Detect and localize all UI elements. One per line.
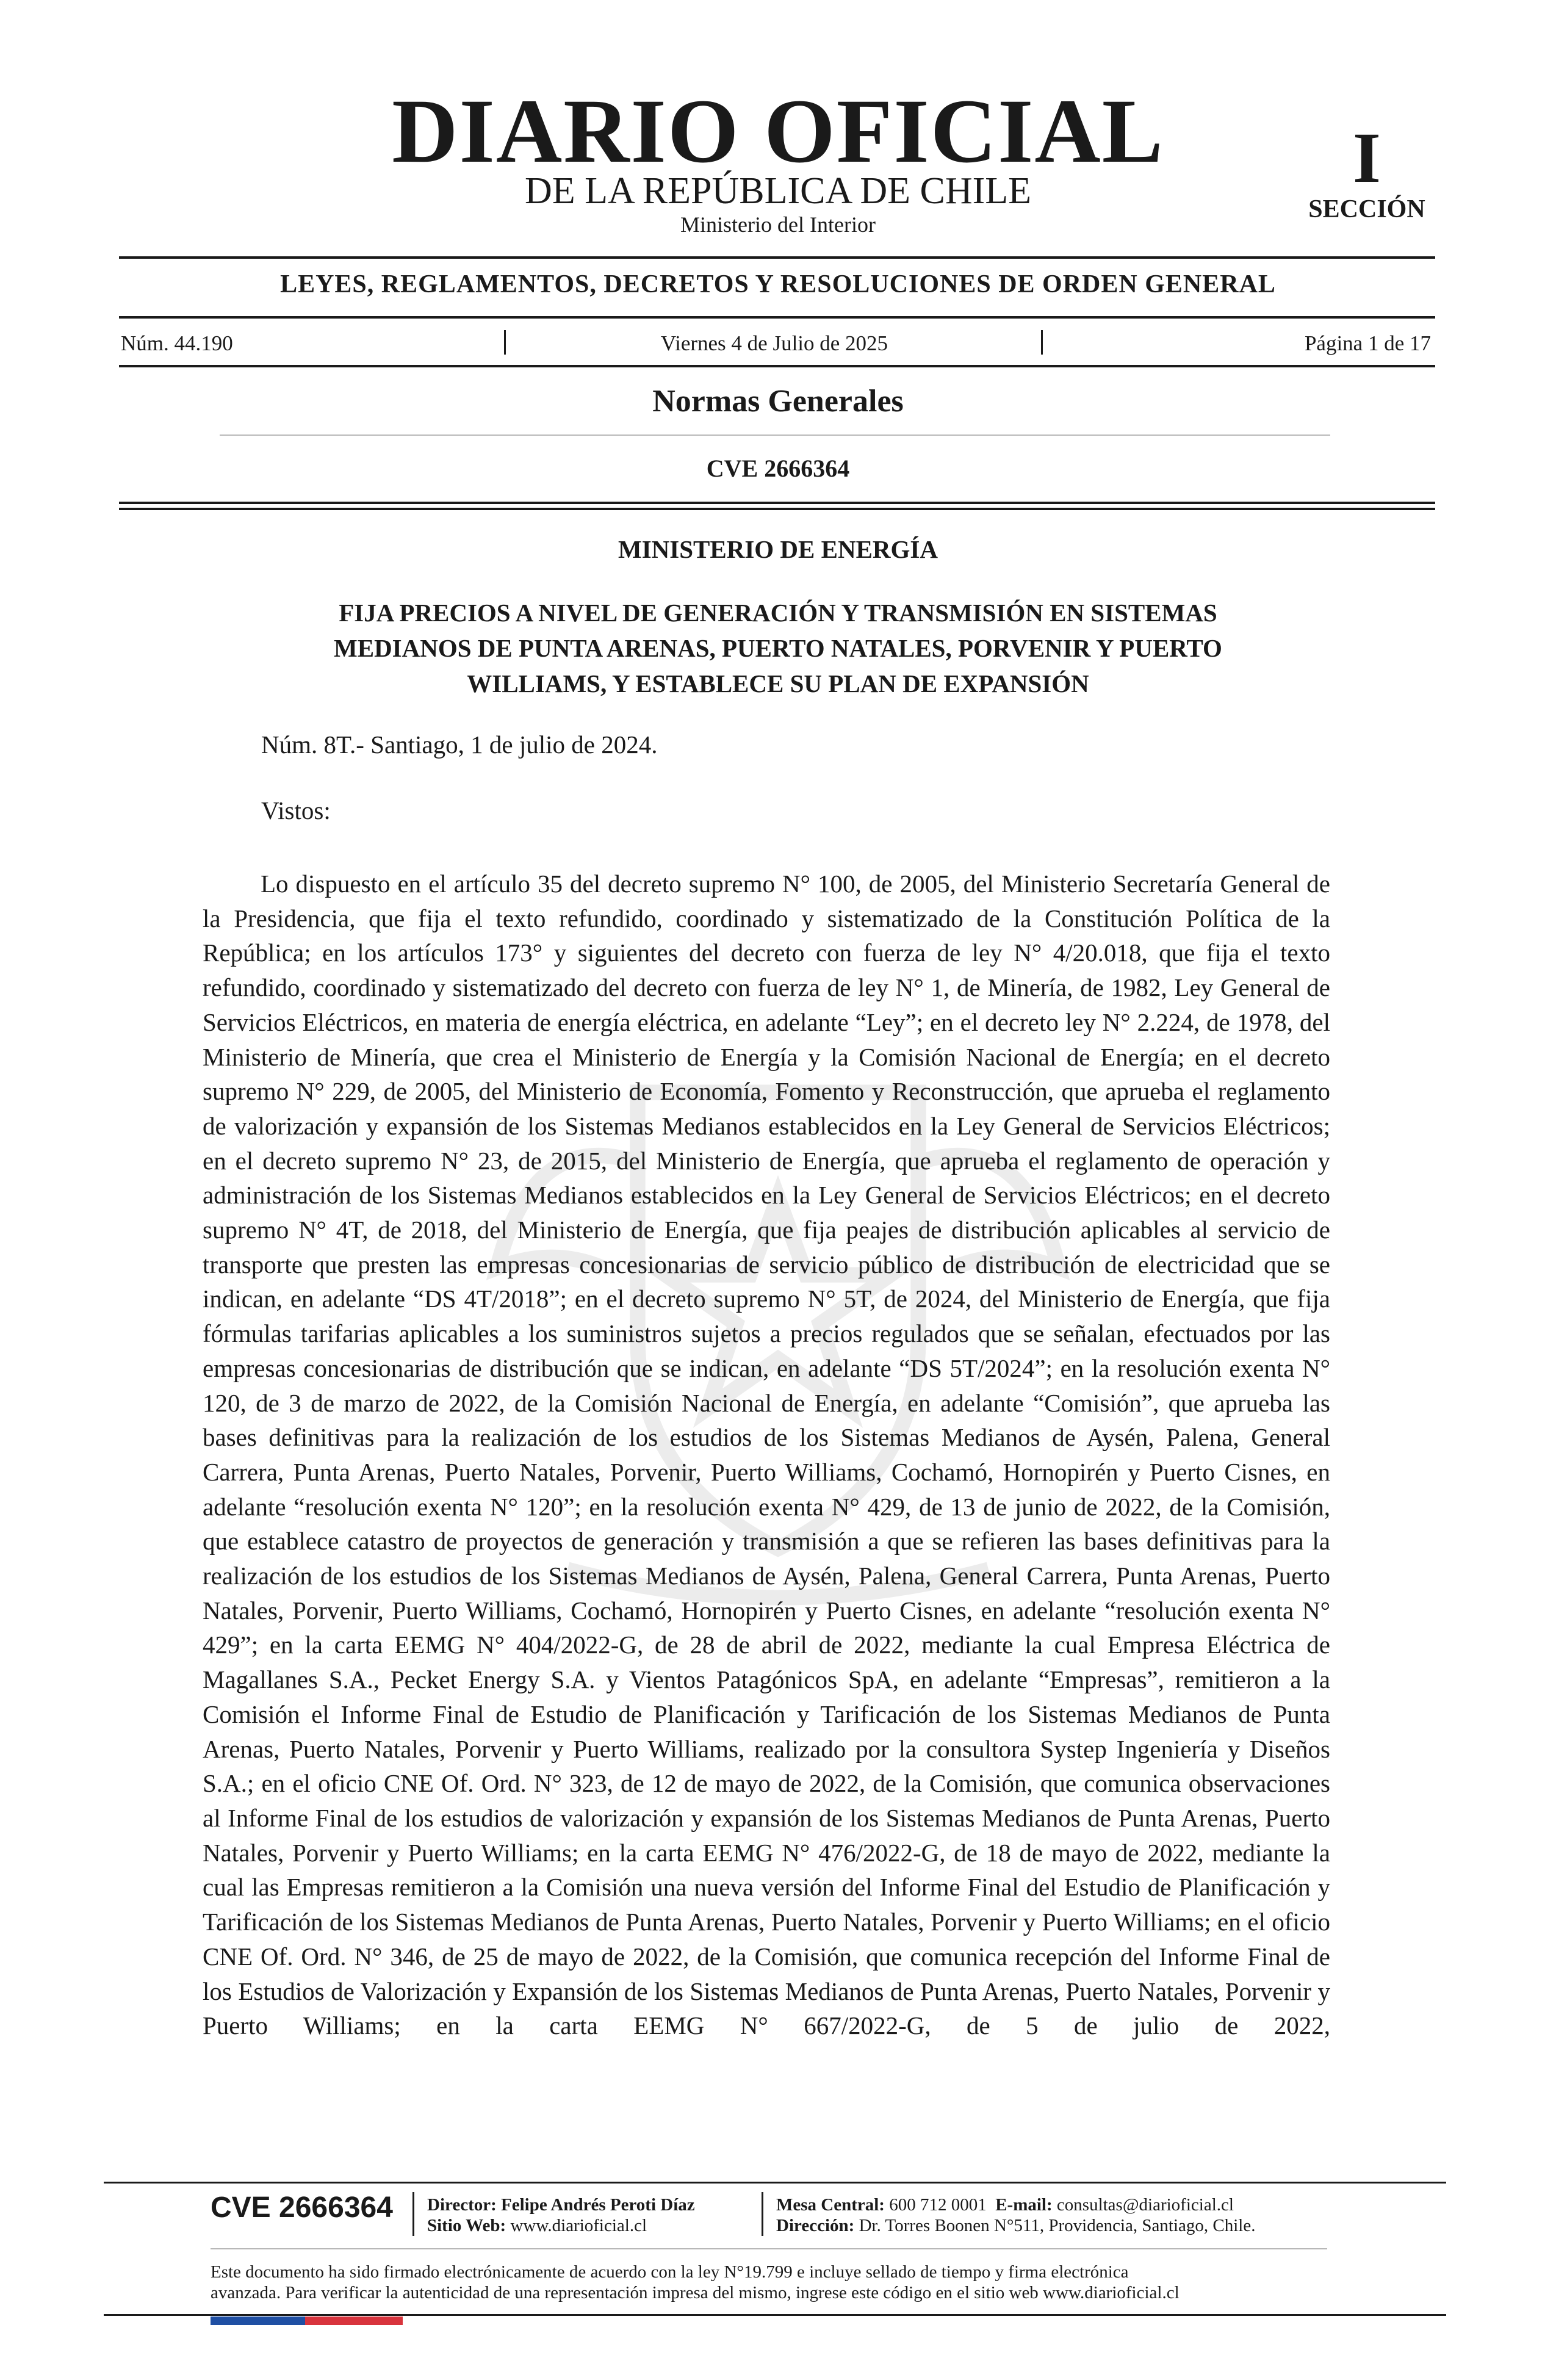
vistos-heading: Vistos: <box>261 796 331 824</box>
info-separator-right <box>1041 330 1043 355</box>
double-rule-top <box>119 502 1435 504</box>
footer-inner-rule <box>211 2248 1327 2249</box>
cve-header: CVE 2666364 <box>706 455 850 482</box>
website-label: Sitio Web: <box>427 2216 506 2235</box>
document-ministry: MINISTERIO DE ENERGÍA <box>618 535 938 563</box>
document-body: Lo dispuesto en el artículo 35 del decreto supremo N° 100, de 2005, del Ministerio Secretaría General de la Presidencia, que fija el texto refundido, coordinado y sistematizado de la Constitución Política de la República; en los artículos 173° y siguientes del decreto con fuerza de ley N° 4/20.018, que fija el texto refundido, coordinado y sistematizado del decreto con fuerza de ley N° 1, de Minería, de 1982, Ley General de Servicios Eléctricos, en materia de energía eléctrica, en adelante “Ley”; en el decreto ley N° 2.224, de 1978, del Ministerio de Minería, que crea el Ministerio de Energía y la Comisión Nacional de Energía; en el decreto supremo N° 229, de 2005, del Ministerio de Economía, Fomento y Reconstrucción, que aprueba el reglamento de valorización y expansión de los Sistemas Medianos establecidos en la Ley General de Servicios Eléctricos; en el decreto supremo N° 23, de 2015, del Ministerio de Energía, que aprueba el reglamento de operación y administración de los Sistemas Medianos establecidos en la Ley General de Servicios Eléctricos; en el decreto supremo N° 4T, de 2018, del Ministerio de Energía, que fija peajes de distribución aplicables al servicio de transporte que presten las empresas concesionarias de servicio público de distribución de electricidad que se indican, en adelante “DS 4T/2018”; en el decreto supremo N° 5T, de 2024, del Ministerio de Energía, que fija fórmulas tarifarias aplicables a los suministros sujetos a precios regulados que se señalan, efectuados por las empresas concesionarias de distribución que se indican, en adelante “DS 5T/2024”; en la resolución exenta N° 120, de 3 de marzo de 2022, de la Comisión Nacional de Energía, en adelante “Comisión”, que aprueba las bases definitivas para la realización de los estudios de los Sistemas Medianos de Aysén, Palena, General Carrera, Punta Arenas, Puerto Natales, Porvenir, Puerto Williams, Cochamó, Hornopirén y Puerto Cisnes, en adelante “resolución exenta N° 120”; en la resolución exenta N° 429, de 13 de junio de 2022, de la Comisión, que establece catastro de proyectos de generación y transmisión a que se refieren las bases definitivas para la realización de los estudios de los Sistemas Medianos de Aysén, Palena, General Carrera, Punta Arenas, Puerto Natales, Porvenir, Puerto Williams, Cochamó, Hornopirén y Puerto Cisnes, en adelante “resolución exenta N° 429”; en la carta EEMG N° 404/2022-G, de 28 de abril de 2022, mediante la cual Empresa Eléctrica de Magallanes S.A., Pecket Energy S.A. y Vientos Patagónicos SpA, en adelante “Empresas”, remitieron a la Comisión el Informe Final de Estudio de Planificación y Tarificación de los Sistemas Medianos de Punta Arenas, Puerto Natales, Porvenir y Puerto Williams, realizado por la consultora Systep Ingeniería y Diseños S.A.; en el oficio CNE Of. Ord. N° 323, de 12 de mayo de 2022, de la Comisión, que comunica observaciones al Informe Final de los estudios de valorización y expansión de los Sistemas Medianos de Punta Arenas, Puerto Natales, Porvenir y Puerto Williams; en la carta EEMG N° 476/2022-G, de 18 de mayo de 2022, mediante la cual las Empresas remitieron a la Comisión una nueva versión del Informe Final del Estudio de Planificación y Tarificación de los Sistemas Medianos de Punta Arenas, Puerto Natales, Porvenir y Puerto Williams; en el oficio CNE Of. Ord. N° 346, de 25 de mayo de 2022, de la Comisión, que comunica recepción del Informe Final de los Estudios de Valorización y Expansión de los Sistemas Medianos de Punta Arenas, Puerto Natales, Porvenir y Puerto Williams; en la carta EEMG N° 667/2022-G, de 5 de julio de 2022, <box>203 870 1330 2040</box>
email-label: E-mail: <box>995 2195 1053 2215</box>
footer-bottom-rule <box>104 2314 1446 2316</box>
masthead-title: DIARIO OFICIAL <box>392 81 1164 182</box>
masthead-rule <box>119 256 1435 259</box>
footer-separator-1 <box>412 2192 414 2236</box>
document-title <box>244 595 1312 701</box>
director-name: Felipe Andrés Peroti Díaz <box>501 2195 695 2215</box>
address-value: Dr. Torres Boonen N°511, Providencia, Santiago, Chile. <box>859 2216 1256 2235</box>
masthead-ministry: Ministerio del Interior <box>680 212 876 237</box>
footer-rule <box>104 2182 1446 2183</box>
email-link[interactable]: consultas@diarioficial.cl <box>1056 2195 1234 2215</box>
category-rule <box>119 316 1435 319</box>
double-rule-bottom <box>119 508 1435 510</box>
masthead-subtitle: DE LA REPÚBLICA DE CHILE <box>524 170 1032 212</box>
footer-contact <box>776 2194 1386 2236</box>
section-title-rule <box>220 435 1330 436</box>
category-heading: LEYES, REGLAMENTOS, DECRETOS Y RESOLUCIONES DE ORDEN GENERAL <box>280 270 1276 298</box>
info-rule <box>119 365 1435 367</box>
director-label: Director: <box>427 2195 497 2215</box>
footer-director <box>427 2194 769 2236</box>
issue-date: Viernes 4 de Julio de 2025 <box>660 331 888 355</box>
document-title-line: WILLIAMS, Y ESTABLECE SU PLAN DE EXPANSIÓN <box>467 669 1089 698</box>
website-link[interactable]: www.diarioficial.cl <box>510 2216 647 2235</box>
flag-stripe-red <box>305 2317 403 2325</box>
document-title-line: MEDIANOS DE PUNTA ARENAS, PUERTO NATALES, PORVENIR Y PUERTO <box>334 634 1222 662</box>
address-label: Dirección: <box>776 2216 855 2235</box>
decree-line: Núm. 8T.- Santiago, 1 de julio de 2024. <box>261 730 658 759</box>
mesa-value: 600 712 0001 <box>889 2195 987 2215</box>
flag-stripe-blue <box>211 2317 305 2325</box>
section-title: Normas Generales <box>652 384 904 419</box>
legal-notice <box>211 2262 1345 2303</box>
footer-separator-2 <box>762 2192 763 2236</box>
issue-number: Núm. 44.190 <box>121 331 233 355</box>
section-label: SECCIÓN <box>1308 195 1425 223</box>
page-indicator: Página 1 de 17 <box>1304 331 1431 355</box>
section-numeral: I <box>1353 118 1381 198</box>
legal-line: avanzada. Para verificar la autenticidad de una representación impresa del mismo, ingrese este código en el sitio web www.diarioficial.cl <box>211 2283 1180 2302</box>
document-title-line: FIJA PRECIOS A NIVEL DE GENERACIÓN Y TRANSMISIÓN EN SISTEMAS <box>339 599 1217 627</box>
mesa-label: Mesa Central: <box>776 2195 885 2215</box>
legal-line: Este documento ha sido firmado electrónicamente de acuerdo con la ley N°19.799 e incluye sellado de tiempo y firma electrónica <box>211 2262 1129 2282</box>
footer-cve: CVE 2666364 <box>211 2191 393 2224</box>
